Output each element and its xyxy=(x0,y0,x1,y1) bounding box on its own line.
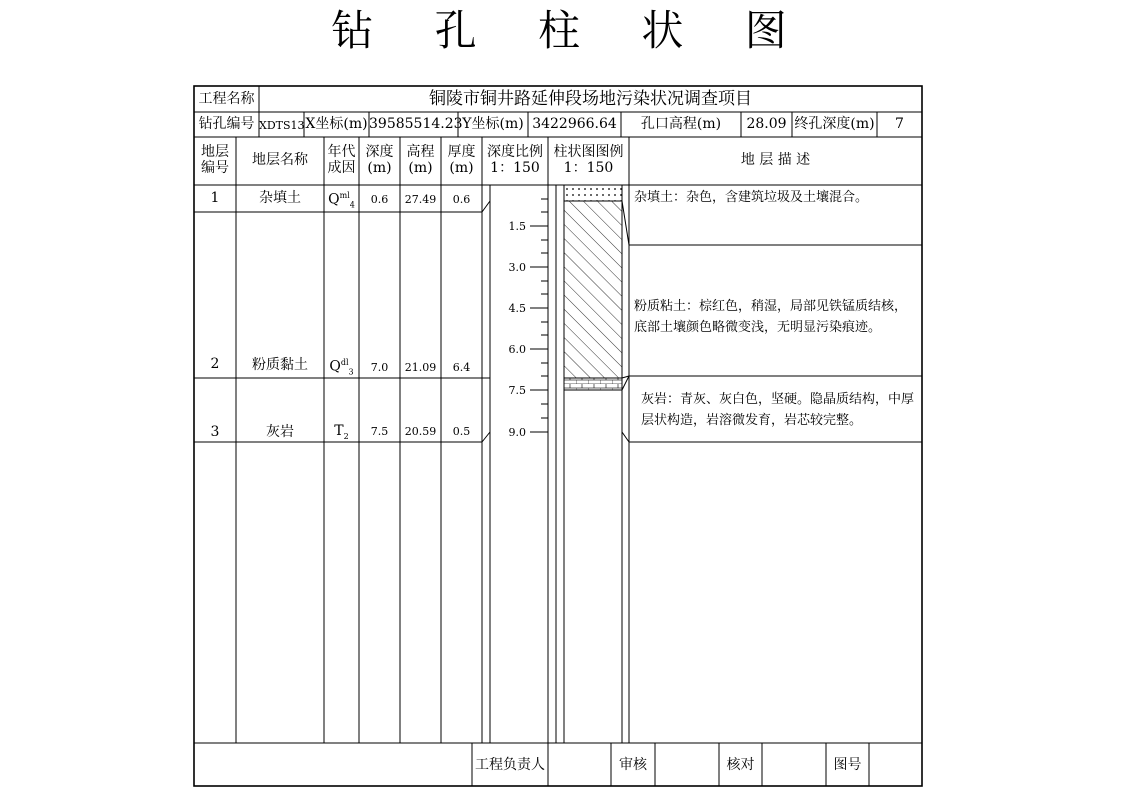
page-title: 钻 孔 柱 状 图 xyxy=(331,6,811,55)
depth-tick-label: 9.0 xyxy=(508,426,526,439)
layer2-no: 2 xyxy=(210,356,220,372)
layer2-description: 粉质粘土：棕红色，稍湿，局部见铁锰质结核，底部土壤颜色略微变浅，无明显污染痕迹。 xyxy=(634,299,908,335)
drawing-no-label: 图号 xyxy=(833,757,862,773)
layer2-thickness: 6.4 xyxy=(452,361,471,374)
layer3-no: 3 xyxy=(210,424,220,440)
elevation-label: 孔口高程(m) xyxy=(640,116,722,132)
depth-tick-label: 7.5 xyxy=(508,384,526,397)
col-column-legend: 柱状图图例 1：150 xyxy=(553,144,624,176)
layer3-thickness: 0.5 xyxy=(452,425,471,438)
check-label: 核对 xyxy=(726,757,755,773)
col-layer-name: 地层名称 xyxy=(252,152,308,168)
x-coord-label: X坐标(m) xyxy=(305,116,368,132)
layer1-thickness: 0.6 xyxy=(452,193,471,206)
legend-fill-layer1 xyxy=(564,185,622,201)
col-layer-no: 地层 编号 xyxy=(201,144,229,176)
y-coord-label: Y坐标(m) xyxy=(462,116,524,132)
layer2-name: 粉质黏土 xyxy=(252,357,308,373)
hole-no-label: 钻孔编号 xyxy=(198,116,255,132)
x-coord-value: 39585514.23 xyxy=(369,116,463,132)
col-depth: 深度 (m) xyxy=(365,144,394,176)
layer2-age: $Q^{dl}_3$ xyxy=(329,358,354,377)
layer1-no: 1 xyxy=(210,190,220,206)
layer3-age: $T_2$ xyxy=(334,423,349,441)
col-depth-scale: 深度比例 1：150 xyxy=(487,144,543,176)
layer1-elevation: 27.49 xyxy=(404,193,437,206)
depth-tick-label: 6.0 xyxy=(508,343,526,356)
depth-tick-label: 1.5 xyxy=(508,220,526,233)
review-label: 审核 xyxy=(619,757,647,773)
final-depth-value: 7 xyxy=(895,116,904,132)
final-depth-label: 终孔深度(m) xyxy=(794,116,875,132)
layer3-depth: 7.5 xyxy=(370,425,389,438)
legend-clay-layer2 xyxy=(564,201,622,378)
depth-tick-label: 3.0 xyxy=(508,261,526,274)
layer3-description: 灰岩：青灰、灰白色，坚硬。隐晶质结构，中厚层状构造，岩溶微发育，岩芯较完整。 xyxy=(641,392,915,428)
layer3-name: 灰岩 xyxy=(266,424,294,440)
layer1-description: 杂填土：杂色，含建筑垃圾及土壤混合。 xyxy=(634,190,869,205)
depth-tick-label: 4.5 xyxy=(508,302,526,315)
hole-no-value: XDTS13 xyxy=(259,119,305,132)
col-elevation: 高程 (m) xyxy=(406,144,435,176)
legend-limestone-layer3 xyxy=(564,378,622,390)
col-age: 年代 成因 xyxy=(327,144,356,176)
layer1-name: 杂填土 xyxy=(259,190,301,206)
layer2-elevation: 21.09 xyxy=(404,361,437,374)
layer1-depth: 0.6 xyxy=(370,193,389,206)
elevation-value: 28.09 xyxy=(746,116,787,132)
col-description: 地 层 描 述 xyxy=(740,152,811,168)
col-thickness: 厚度 (m) xyxy=(447,144,476,176)
project-name: 铜陵市铜井路延伸段场地污染状况调查项目 xyxy=(429,89,752,109)
layer1-age: $Q^{ml}_4$ xyxy=(328,191,355,210)
project-leader-label: 工程负责人 xyxy=(475,757,545,773)
layer3-elevation: 20.59 xyxy=(404,425,437,438)
project-label: 工程名称 xyxy=(198,91,255,107)
layer2-depth: 7.0 xyxy=(370,361,389,374)
y-coord-value: 3422966.64 xyxy=(532,116,617,132)
